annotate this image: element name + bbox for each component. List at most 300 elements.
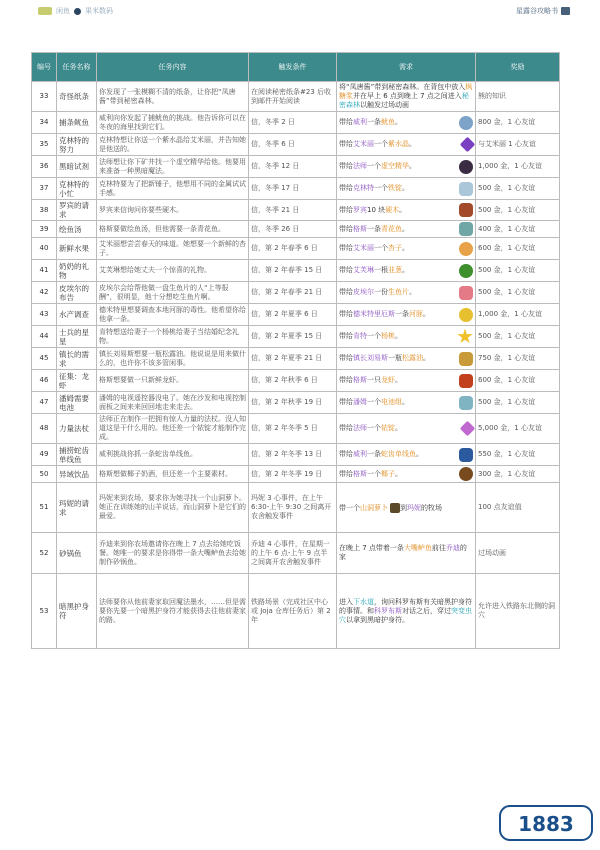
quest-number: 53 [32, 574, 57, 649]
requirement-fragment: 格斯 [353, 376, 367, 384]
watermark-text: 1883 [518, 812, 574, 836]
iron-bar-icon [459, 182, 473, 196]
table-row [32, 533, 560, 574]
table-row [32, 348, 560, 370]
requirement-wrap [339, 423, 473, 434]
quest-requirement [337, 392, 476, 414]
quest-reward: 600 金，1 心友谊 [476, 238, 560, 260]
requirement-fragment: 枫糖浆 [339, 83, 473, 100]
requirement-text [339, 450, 423, 459]
quest-requirement [337, 370, 476, 392]
quest-table [31, 52, 560, 649]
quest-requirement [337, 574, 476, 649]
requirement-fragment: 。 [402, 184, 409, 192]
quest-name: 异域饮品 [57, 466, 97, 483]
quest-requirement [337, 82, 476, 112]
requirement-text [339, 288, 416, 297]
quest-content: 格斯想要做一只新鲜龙虾。 [97, 370, 249, 392]
requirement-fragment: 带给 [339, 205, 353, 214]
requirement-fragment: 一瓶 [388, 354, 402, 362]
requirement-fragment: 。 [395, 424, 402, 432]
quest-reward: 500 金，1 心友谊 [476, 178, 560, 200]
cave-carrot-inline-icon [390, 503, 400, 513]
table-row [32, 260, 560, 282]
quest-requirement [337, 444, 476, 466]
quest-content: 克林特要为了把新锤子，他想用不同的金属试试手感。 [97, 178, 249, 200]
quest-name: 克林特的努力 [57, 134, 97, 156]
quest-trigger: 玛妮 3 心事件，在上午 6:30-上午 9:30 之间离开农舍触发事件 [249, 483, 337, 533]
requirement-fragment: 科罗布斯 [374, 606, 402, 615]
requirement-wrap [339, 264, 473, 278]
requirement-fragment: 带给 [339, 310, 353, 318]
requirement-fragment: 一条 [367, 224, 381, 233]
quest-content: 乔迪来到你农场邀请你在晚上 7 点去给她吃饭餐。她唯一的要求是你得带一条大嘴鲈鱼去给她制作砂锅鱼。 [97, 533, 249, 574]
requirement-fragment: 带给 [339, 140, 353, 148]
quest-reward: 500 金，1 心友谊 [476, 260, 560, 282]
quest-number: 35 [32, 134, 57, 156]
requirement-fragment: 带给 [339, 244, 353, 252]
requirement-fragment: 。 [423, 354, 430, 362]
requirement-text [339, 354, 430, 363]
requirement-fragment: 玛妮 [407, 503, 421, 512]
quest-trigger: 信，第 2 年秋季 19 日 [249, 392, 337, 414]
requirement-fragment: 秘密森林 [339, 92, 469, 109]
requirement-fragment: 以拿到黑暗护身符。 [346, 615, 409, 624]
requirement-fragment: 带给 [339, 224, 353, 233]
quest-content: 格斯想做椰子奶酒，但还差一个主要素材。 [97, 466, 249, 483]
quest-number: 38 [32, 200, 57, 221]
requirement-fragment: 。 [395, 469, 402, 478]
requirement-fragment: 带给 [339, 118, 353, 126]
requirement-fragment: 蛇齿单线鱼 [381, 450, 416, 458]
requirement-wrap [339, 182, 473, 196]
void-essence-icon [459, 160, 473, 174]
table-row [32, 444, 560, 466]
requirement-fragment: 皮埃尔 [353, 288, 374, 296]
quest-trigger: 信，第 2 年冬季 5 日 [249, 414, 337, 444]
requirement-text [339, 503, 442, 513]
quest-content: 克林特想让你送一个紫水晶给艾米丽，并告知她是他送的。 [97, 134, 249, 156]
requirement-fragment: 松露油 [402, 354, 423, 362]
site-name: 果米数码 [85, 7, 113, 15]
requirement-fragment: 龙虾 [381, 376, 395, 384]
requirement-wrap [339, 160, 473, 174]
table-header-row [32, 53, 560, 82]
quest-name: 新鲜水果 [57, 238, 97, 260]
requirement-fragment: 下水道 [353, 597, 374, 606]
requirement-wrap [339, 286, 473, 300]
quest-reward: 550 金，1 心友谊 [476, 444, 560, 466]
quest-requirement [337, 200, 476, 221]
iridium-bar-icon [460, 421, 476, 437]
requirement-text [339, 225, 409, 234]
requirement-fragment: 乔迪 [445, 544, 460, 552]
quest-number: 47 [32, 392, 57, 414]
requirement-fragment: 格斯 [353, 224, 367, 233]
quest-name: 黑暗试剂 [57, 156, 97, 178]
quest-reward: 过场动画 [476, 533, 560, 574]
requirement-fragment: 格斯 [353, 469, 367, 478]
quest-content: 艾米丽想尝尝春天的味道。她想要一个新鲜的杏子。 [97, 238, 249, 260]
quest-reward: 400 金，1 心友谊 [476, 221, 560, 238]
requirement-text [339, 140, 416, 149]
requirement-fragment: 鱿鱼 [381, 118, 395, 126]
quest-content: 艾芙琳想给她丈夫一个惊喜的礼物。 [97, 260, 249, 282]
quest-content: 肯特想送给妻子一个杨桃给妻子当结婚纪念礼物。 [97, 326, 249, 348]
header-num: 编号 [32, 53, 57, 82]
quest-content: 法师正在制作一把拥有惊人力量的法杖。没人知道这是干什么用的。他还差一个铱锭才能制作完成。 [97, 414, 249, 444]
requirement-fragment: 的牧场 [421, 503, 442, 512]
brand [38, 6, 113, 16]
requirement-text [339, 424, 402, 433]
quest-number: 37 [32, 178, 57, 200]
quest-requirement [337, 112, 476, 134]
book-icon [561, 7, 570, 15]
quest-number: 49 [32, 444, 57, 466]
quest-requirement [337, 282, 476, 304]
requirement-fragment: 。 [402, 244, 409, 252]
amethyst-icon [460, 137, 476, 153]
quest-content: 罗宾来信询问你要些硬木。 [97, 200, 249, 221]
requirement-fragment: 一条 [395, 310, 409, 318]
quest-number: 33 [32, 82, 57, 112]
header-reward: 奖励 [476, 53, 560, 82]
requirement-fragment: 带一个 [339, 503, 360, 512]
doc-title [516, 6, 570, 16]
requirement-fragment: 以触发过场动画 [360, 101, 409, 109]
table-row [32, 178, 560, 200]
requirement-fragment: 突变虫穴 [339, 606, 472, 624]
quest-number: 36 [32, 156, 57, 178]
requirement-wrap [339, 374, 473, 388]
table-row [32, 304, 560, 326]
requirement-fragment: 将“凤唐酱”带到秘密森林。在背包中放入 [339, 83, 466, 91]
quest-name: 镇长的需求 [57, 348, 97, 370]
quest-reward: 与艾米丽 1 心友谊 [476, 134, 560, 156]
requirement-fragment: 一个 [367, 424, 381, 432]
requirement-fragment: 硬木 [385, 205, 400, 214]
brand-dot-icon [74, 8, 81, 15]
requirement-fragment: 前往 [431, 544, 446, 552]
table-row [32, 112, 560, 134]
leek-icon [459, 264, 473, 278]
requirement-fragment: 肯特 [353, 332, 367, 340]
quest-reward: 5,000 金，1 心友谊 [476, 414, 560, 444]
quest-trigger: 信，第 2 年春季 15 日 [249, 260, 337, 282]
requirement-fragment: 一个 [374, 184, 388, 192]
quest-trigger: 在阅读秘密纸条#23 后收到邮件开始阅读 [249, 82, 337, 112]
squid-icon [459, 116, 473, 130]
requirement-wrap [339, 329, 473, 345]
quest-trigger: 信，第 2 年春季 21 日 [249, 282, 337, 304]
quest-trigger: 信，第 2 年夏季 21 日 [249, 348, 337, 370]
requirement-wrap [339, 83, 473, 110]
quest-requirement [337, 414, 476, 444]
requirement-fragment: 法师 [353, 162, 367, 170]
quest-name: 绘鱼汤 [57, 221, 97, 238]
quest-reward: 500 金，1 心友谊 [476, 326, 560, 348]
requirement-fragment: 。 [399, 205, 407, 214]
quest-number: 40 [32, 238, 57, 260]
quest-content: 威利挑战你抓一条蛇齿单线鱼。 [97, 444, 249, 466]
table-row [32, 156, 560, 178]
quest-trigger: 信，冬季 17 日 [249, 178, 337, 200]
table-row [32, 82, 560, 112]
lobster-icon [459, 374, 473, 388]
quest-name: 捕条鱿鱼 [57, 112, 97, 134]
quest-trigger: 乔迪 4 心事件，在星期一的上午 6 点-上午 9 点半之间离开农舍触发事件 [249, 533, 337, 574]
requirement-fragment: 镇长刘易斯 [353, 354, 388, 362]
quest-content: 皮埃尔会给帮他做一盘生鱼片的人“上等报酬”，很明显，他十分想吃生鱼片啊。 [97, 282, 249, 304]
top-bar [0, 0, 600, 22]
quest-requirement [337, 348, 476, 370]
quest-name: 玛妮的请求 [57, 483, 97, 533]
requirement-fragment: 山洞萝卜 [360, 503, 388, 512]
table-row [32, 466, 560, 483]
quest-requirement [337, 260, 476, 282]
quest-reward: 500 金，1 心友谊 [476, 392, 560, 414]
requirement-fragment: 艾米丽 [353, 244, 374, 252]
pufferfish-icon [459, 308, 473, 322]
quest-reward: 800 金，1 心友谊 [476, 112, 560, 134]
quest-requirement [337, 221, 476, 238]
quest-trigger: 信，第 2 年冬季 13 日 [249, 444, 337, 466]
quest-number: 46 [32, 370, 57, 392]
requirement-fragment: 法师 [353, 424, 367, 432]
requirement-fragment: 虚空精华 [381, 162, 409, 170]
quest-requirement [337, 533, 476, 574]
requirement-wrap [339, 308, 473, 322]
requirement-fragment: 对话之后，穿过 [402, 606, 451, 615]
requirement-wrap [339, 203, 473, 217]
requirement-text [339, 118, 402, 127]
requirement-fragment: 河豚 [409, 310, 423, 318]
coconut-icon [459, 467, 473, 481]
brand-logo-icon [38, 7, 52, 15]
requirement-fragment: 一个 [367, 398, 381, 406]
quest-trigger: 信，冬季 21 日 [249, 200, 337, 221]
requirement-fragment: 杏子 [388, 244, 402, 252]
sashimi-icon [459, 286, 473, 300]
requirement-wrap [339, 396, 473, 410]
quest-reward: 熊的知识 [476, 82, 560, 112]
quest-content: 镇长刘易斯想要一瓶松露油。他说说是用来做什么的，也许你不该多管闲事。 [97, 348, 249, 370]
quest-number: 43 [32, 304, 57, 326]
requirement-text [339, 376, 402, 385]
doc-title-text: 星露谷攻略书 [516, 7, 558, 15]
requirement-fragment: 带给 [339, 266, 353, 274]
requirement-wrap [339, 242, 473, 256]
requirement-fragment: 。 [409, 162, 416, 170]
requirement-fragment: 威利 [353, 118, 367, 126]
requirement-fragment: 进入 [339, 597, 353, 606]
quest-trigger: 信，冬季 12 日 [249, 156, 337, 178]
quest-trigger: 信，第 2 年秋季 6 日 [249, 370, 337, 392]
quest-requirement [337, 238, 476, 260]
quest-content: 威利向你发起了捕鱿鱼的挑战。他告诉你可以在冬夜的海里找到它们。 [97, 112, 249, 134]
quest-number: 34 [32, 112, 57, 134]
header-trigger: 触发条件 [249, 53, 337, 82]
requirement-fragment: 带给 [339, 469, 353, 478]
requirement-fragment: 10 块 [367, 205, 386, 214]
quest-reward: 1,000 金，1 心友谊 [476, 156, 560, 178]
quest-name: 砂锅鱼 [57, 533, 97, 574]
requirement-fragment: 在晚上 7 点带着一条 [339, 544, 404, 552]
hardwood-icon [459, 203, 473, 217]
requirement-text [339, 398, 409, 407]
table-row [32, 370, 560, 392]
table-row [32, 392, 560, 414]
requirement-fragment: 。 [395, 118, 402, 126]
header-requirement: 需求 [337, 53, 476, 82]
requirement-fragment: 带给 [339, 288, 353, 296]
quest-name: 罗宾的请求 [57, 200, 97, 221]
quest-trigger: 信，第 2 年夏季 6 日 [249, 304, 337, 326]
quest-name: 潘姆需要电池 [57, 392, 97, 414]
requirement-fragment: 艾芙琳 [353, 266, 374, 274]
requirement-text [339, 244, 409, 253]
starfruit-icon [457, 329, 473, 345]
requirement-fragment: 一个 [367, 332, 381, 340]
quest-reward: 允许进入铁路东北侧的洞穴 [476, 574, 560, 649]
quest-reward: 500 金，1 心友谊 [476, 200, 560, 221]
quest-number: 44 [32, 326, 57, 348]
table-row [32, 326, 560, 348]
requirement-text [339, 544, 473, 562]
requirement-fragment: 克林特 [353, 184, 374, 192]
quest-name: 水产调查 [57, 304, 97, 326]
requirement-text [339, 162, 416, 171]
requirement-fragment: 一根 [374, 266, 388, 274]
requirement-text [339, 598, 473, 625]
requirement-fragment: 。 [409, 288, 416, 296]
quest-reward: 100 点友谊值 [476, 483, 560, 533]
requirement-fragment: 一条 [367, 450, 381, 458]
requirement-wrap [339, 448, 473, 462]
requirement-fragment: 。 [409, 140, 416, 148]
requirement-text [339, 83, 473, 110]
requirement-fragment: 带给 [339, 162, 353, 170]
requirement-fragment: 艾米丽 [353, 140, 374, 148]
requirement-fragment: 潘姆 [353, 398, 367, 406]
requirement-fragment: 德米特里厄斯 [353, 310, 395, 318]
requirement-fragment: 一条 [367, 118, 381, 126]
requirement-fragment: 铁锭 [388, 184, 402, 192]
quest-number: 39 [32, 221, 57, 238]
requirement-fragment: 杨桃 [381, 332, 395, 340]
requirement-fragment: 一个 [367, 469, 381, 478]
table-row [32, 414, 560, 444]
quest-requirement [337, 483, 476, 533]
requirement-fragment: 青花鱼 [381, 224, 402, 233]
header-name: 任务名称 [57, 53, 97, 82]
quest-content: 潘姆的电视遥控器没电了。她在沙发和电视控制面板之间来来回回地走来走去。 [97, 392, 249, 414]
apricot-icon [459, 242, 473, 256]
quest-trigger: 信，冬季 6 日 [249, 134, 337, 156]
table-row [32, 221, 560, 238]
quest-number: 51 [32, 483, 57, 533]
lingcod-icon [459, 448, 473, 462]
quest-reward: 300 金，1 心友谊 [476, 466, 560, 483]
quest-trigger: 信，第 2 年冬季 19 日 [249, 466, 337, 483]
requirement-fragment: 。 [395, 376, 402, 384]
requirement-fragment: 一个 [374, 140, 388, 148]
requirement-fragment: 罗宾 [353, 205, 367, 214]
quest-name: 征集：龙虾 [57, 370, 97, 392]
requirement-text [339, 184, 409, 193]
quest-trigger: 信，第 2 年春季 6 日 [249, 238, 337, 260]
requirement-fragment: 紫水晶 [388, 140, 409, 148]
quest-trigger: 信，冬季 2 日 [249, 112, 337, 134]
mackerel-icon [459, 222, 473, 236]
requirement-text [339, 332, 402, 341]
requirement-fragment: 生鱼片 [388, 288, 409, 296]
requirement-wrap [339, 503, 473, 513]
quest-content: 法师想让你下矿井找一个虚空精华给他。他要用来准备一种黑暗魔法。 [97, 156, 249, 178]
table-row [32, 574, 560, 649]
requirement-fragment: ，询问科罗布斯有关暗黑护身符的事情。和 [339, 597, 472, 615]
requirement-fragment: 并在早上 6 点到晚上 7 点之间进入 [353, 92, 462, 100]
quest-name: 暗黑护身符 [57, 574, 97, 649]
quest-name: 皮埃尔的布告 [57, 282, 97, 304]
requirement-fragment: 带给 [339, 424, 353, 432]
requirement-fragment: 大嘴鲈鱼 [403, 544, 432, 552]
requirement-wrap [339, 116, 473, 130]
requirement-text [339, 470, 402, 479]
quest-trigger: 铁路场景（完成社区中心或 Joja 仓库任务后）第 2 年 [249, 574, 337, 649]
requirement-wrap [339, 544, 473, 562]
battery-pack-icon [459, 396, 473, 410]
quest-content: 玛妮来到农场，要求你为她寻找一个山洞萝卜。她正在训练她的山羊说话，而山洞萝卜是它们的最爱。 [97, 483, 249, 533]
quest-name: 捕捞蛇齿单线鱼 [57, 444, 97, 466]
quest-trigger: 信，第 2 年夏季 15 日 [249, 326, 337, 348]
requirement-fragment: 的家 [339, 544, 467, 561]
requirement-fragment: 电池组 [381, 398, 402, 406]
quest-number: 50 [32, 466, 57, 483]
quest-requirement [337, 134, 476, 156]
quest-requirement [337, 178, 476, 200]
quest-requirement [337, 326, 476, 348]
requirement-fragment: 。 [416, 450, 423, 458]
quest-requirement [337, 466, 476, 483]
requirement-fragment: 。 [402, 266, 409, 274]
requirement-fragment: 带给 [339, 398, 353, 406]
requirement-fragment: 到 [400, 503, 407, 512]
table-row [32, 238, 560, 260]
table-row [32, 134, 560, 156]
quest-reward: 500 金，1 心友谊 [476, 282, 560, 304]
requirement-fragment: 。 [402, 398, 409, 406]
quest-reward: 1,000 金，1 心友谊 [476, 304, 560, 326]
requirement-text [339, 266, 409, 275]
requirement-fragment: 一个 [367, 162, 381, 170]
app-name: 闲鱼 [56, 7, 70, 15]
quest-name: 奇怪纸条 [57, 82, 97, 112]
requirement-fragment: 椰子 [381, 469, 395, 478]
watermark-logo [498, 800, 594, 844]
quest-name: 克林特的小忙 [57, 178, 97, 200]
quest-reward: 600 金，1 心友谊 [476, 370, 560, 392]
quest-name: 力量法杖 [57, 414, 97, 444]
requirement-wrap [339, 598, 473, 625]
quest-trigger: 信，冬季 26 日 [249, 221, 337, 238]
requirement-wrap [339, 467, 473, 481]
requirement-text [339, 206, 406, 215]
quest-content: 格斯要做绘鱼汤，但他需要一条青花鱼。 [97, 221, 249, 238]
quest-content: 法师要你从他前妻家取回魔法墨水，……但是需要你先要一个暗黑护身符才能获得去往他前妻家的路。 [97, 574, 249, 649]
requirement-wrap [339, 139, 473, 150]
requirement-text [339, 310, 430, 319]
